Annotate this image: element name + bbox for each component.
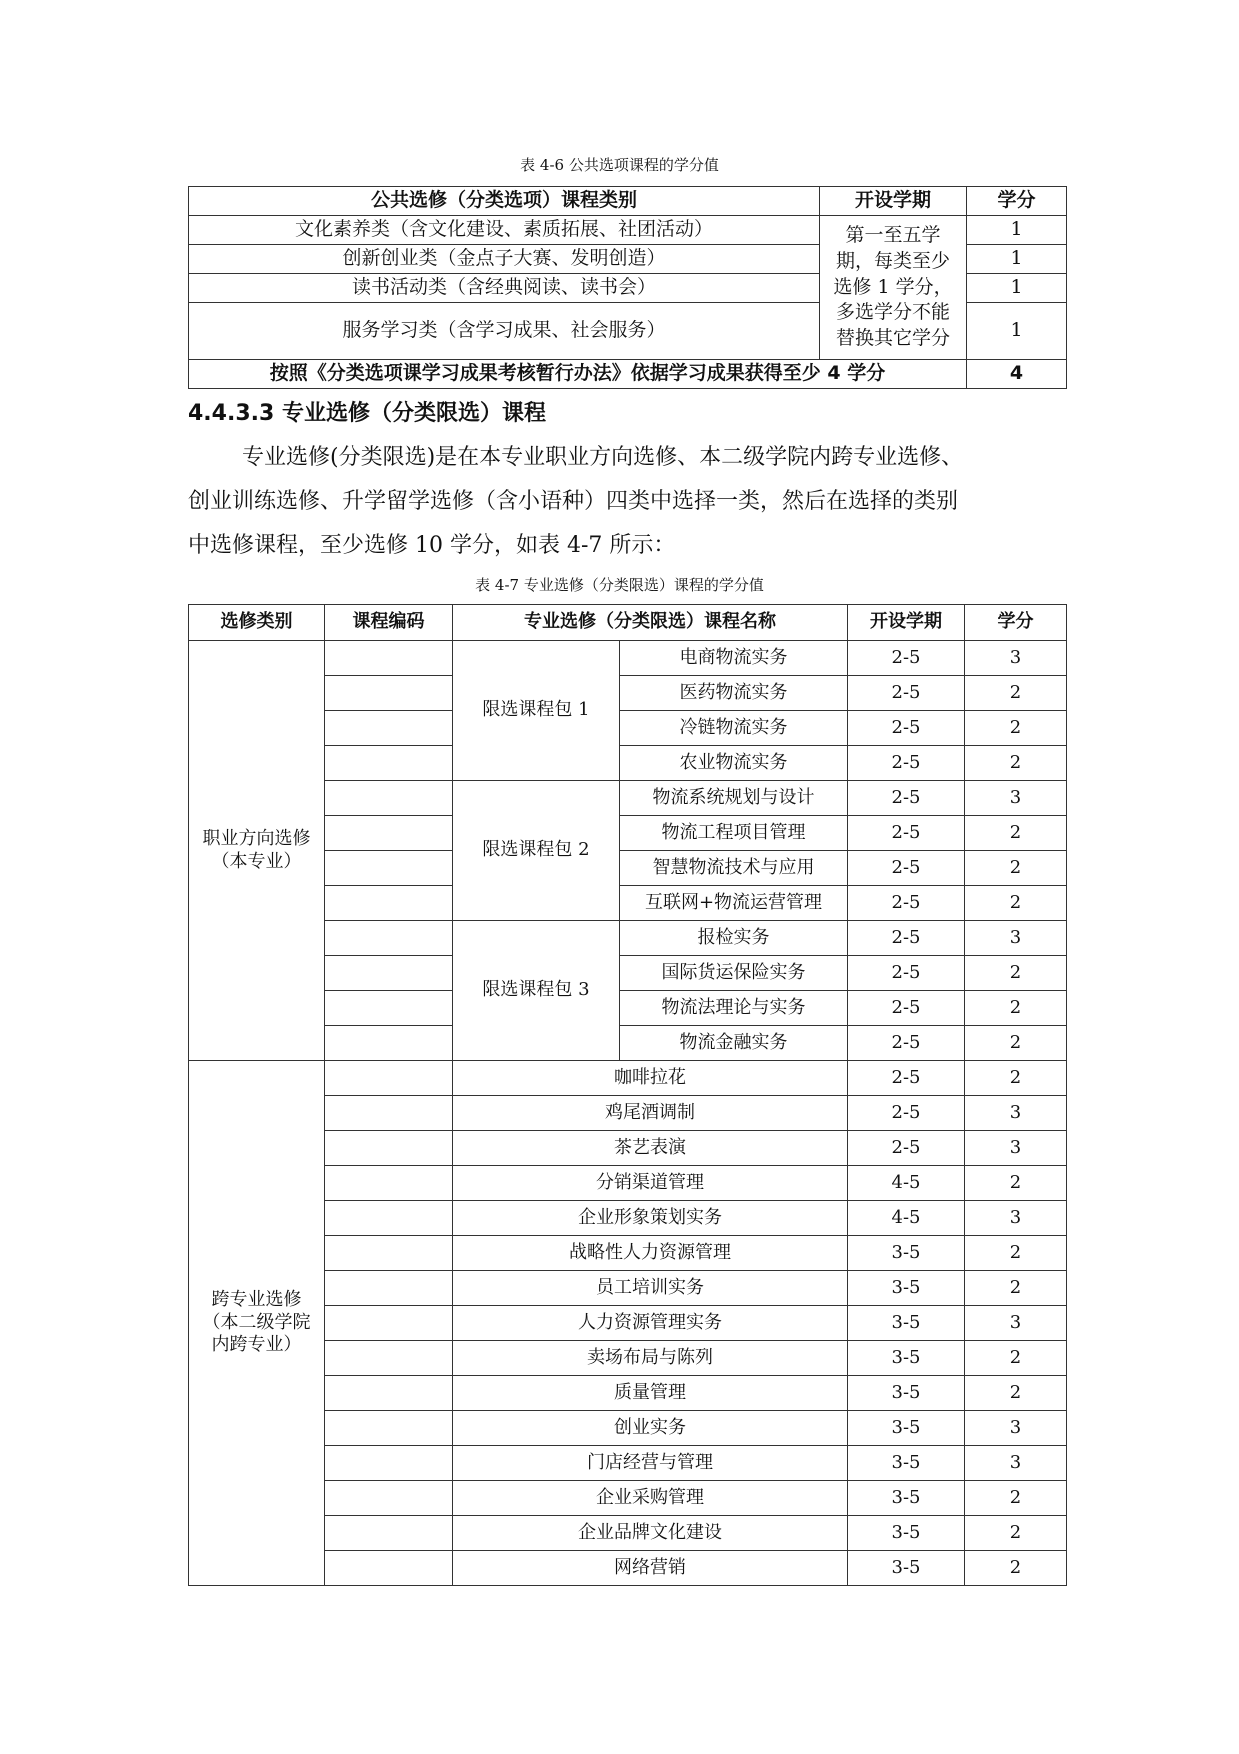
course-name-cell: 报检实务 xyxy=(620,921,848,956)
semester-cell: 2-5 xyxy=(848,886,965,921)
semester-cell: 3-5 xyxy=(848,1411,965,1446)
credit-cell: 2 xyxy=(965,676,1067,711)
credit-cell: 1 xyxy=(967,245,1067,274)
credit-cell: 3 xyxy=(965,781,1067,816)
course-name-cell: 分销渠道管理 xyxy=(453,1166,848,1201)
course-name-cell: 鸡尾酒调制 xyxy=(453,1096,848,1131)
course-code-cell xyxy=(325,1166,453,1201)
semester-cell: 3-5 xyxy=(848,1306,965,1341)
course-code-cell xyxy=(325,1411,453,1446)
semester-cell: 2-5 xyxy=(848,781,965,816)
credit-cell: 3 xyxy=(965,1131,1067,1166)
credit-cell: 2 xyxy=(965,1341,1067,1376)
semester-note-line: 选修 1 学分， xyxy=(833,275,953,298)
semester-cell: 3-5 xyxy=(848,1271,965,1306)
header-category: 公共选修（分类选项）课程类别 xyxy=(189,187,820,216)
course-code-cell xyxy=(325,1026,453,1061)
credit-cell: 2 xyxy=(965,991,1067,1026)
course-name-cell: 企业采购管理 xyxy=(453,1481,848,1516)
credit-cell: 2 xyxy=(965,746,1067,781)
table-4-6 xyxy=(188,186,1067,389)
course-name-cell: 物流金融实务 xyxy=(620,1026,848,1061)
course-name-cell: 咖啡拉花 xyxy=(453,1061,848,1096)
course-code-cell xyxy=(325,1306,453,1341)
credit-cell: 3 xyxy=(965,1201,1067,1236)
course-code-cell xyxy=(325,816,453,851)
course-code-cell xyxy=(325,1481,453,1516)
course-code-cell xyxy=(325,921,453,956)
course-name-cell: 智慧物流技术与应用 xyxy=(620,851,848,886)
category-line: 内跨专业） xyxy=(211,1334,302,1356)
credit-cell: 2 xyxy=(965,1551,1067,1586)
credit-cell: 2 xyxy=(965,816,1067,851)
course-name-cell: 卖场布局与陈列 xyxy=(453,1341,848,1376)
course-code-cell xyxy=(325,781,453,816)
semester-cell: 2-5 xyxy=(848,851,965,886)
semester-cell: 3-5 xyxy=(848,1236,965,1271)
header-category: 选修类别 xyxy=(189,605,325,641)
semester-note-cell xyxy=(820,216,967,360)
course-code-cell xyxy=(325,1516,453,1551)
credit-cell: 2 xyxy=(965,956,1067,991)
credit-cell: 2 xyxy=(965,1061,1067,1096)
total-label: 按照《分类选项课学习成果考核暂行办法》依据学习成果获得至少 4 学分 xyxy=(189,360,967,389)
table-total-row xyxy=(189,360,1067,389)
semester-cell: 2-5 xyxy=(848,1026,965,1061)
paragraph-line: 中选修课程，至少选修 10 学分，如表 4-7 所示： xyxy=(188,533,676,558)
table-row xyxy=(189,641,1067,676)
course-name-cell: 互联网+物流运营管理 xyxy=(620,886,848,921)
header-credit: 学分 xyxy=(965,605,1067,641)
course-code-cell xyxy=(325,676,453,711)
category-line: 职业方向选修 xyxy=(202,828,311,849)
credit-cell: 2 xyxy=(965,1481,1067,1516)
course-code-cell xyxy=(325,851,453,886)
credit-cell: 2 xyxy=(965,886,1067,921)
course-code-cell xyxy=(325,746,453,781)
semester-cell: 3-5 xyxy=(848,1446,965,1481)
course-name-cell: 网络营销 xyxy=(453,1551,848,1586)
category-cell: 服务学习类（含学习成果、社会服务） xyxy=(189,303,820,360)
header-course-name: 专业选修（分类限选）课程名称 xyxy=(453,605,848,641)
course-code-cell xyxy=(325,1551,453,1586)
course-name-cell: 门店经营与管理 xyxy=(453,1446,848,1481)
semester-note-line: 第一至五学 xyxy=(845,224,941,247)
semester-cell: 3-5 xyxy=(848,1481,965,1516)
category-cell xyxy=(189,1061,325,1586)
course-code-cell xyxy=(325,886,453,921)
course-name-cell: 物流工程项目管理 xyxy=(620,816,848,851)
semester-cell: 2-5 xyxy=(848,676,965,711)
credit-cell: 3 xyxy=(965,1096,1067,1131)
header-semester: 开设学期 xyxy=(848,605,965,641)
course-name-cell: 企业形象策划实务 xyxy=(453,1201,848,1236)
course-name-cell: 国际货运保险实务 xyxy=(620,956,848,991)
semester-cell: 3-5 xyxy=(848,1376,965,1411)
semester-note-line: 多选学分不能 xyxy=(835,301,950,324)
header-credit: 学分 xyxy=(967,187,1067,216)
course-code-cell xyxy=(325,1131,453,1166)
paragraph-line: 创业训练选修、升学留学选修（含小语种）四类中选择一类，然后在选择的类别 xyxy=(188,489,959,514)
total-credit: 4 xyxy=(967,360,1067,389)
course-name-cell: 医药物流实务 xyxy=(620,676,848,711)
header-semester: 开设学期 xyxy=(820,187,967,216)
credit-cell: 1 xyxy=(967,303,1067,360)
semester-note-line: 期，每类至少 xyxy=(835,250,950,273)
credit-cell: 2 xyxy=(965,1236,1067,1271)
course-code-cell xyxy=(325,1341,453,1376)
semester-cell: 2-5 xyxy=(848,956,965,991)
category-cell: 文化素养类（含文化建设、素质拓展、社团活动） xyxy=(189,216,820,245)
credit-cell: 1 xyxy=(967,274,1067,303)
credit-cell: 2 xyxy=(965,1516,1067,1551)
course-name-cell: 战略性人力资源管理 xyxy=(453,1236,848,1271)
category-line: （本专业） xyxy=(211,850,302,872)
course-name-cell: 人力资源管理实务 xyxy=(453,1306,848,1341)
course-code-cell xyxy=(325,711,453,746)
course-name-cell: 农业物流实务 xyxy=(620,746,848,781)
credit-cell: 2 xyxy=(965,851,1067,886)
course-code-cell xyxy=(325,1096,453,1131)
course-name-cell: 创业实务 xyxy=(453,1411,848,1446)
course-name-cell: 员工培训实务 xyxy=(453,1271,848,1306)
credit-cell: 3 xyxy=(965,641,1067,676)
table-header-row xyxy=(189,187,1067,216)
semester-cell: 3-5 xyxy=(848,1516,965,1551)
semester-cell: 2-5 xyxy=(848,1131,965,1166)
table-4-7 xyxy=(188,604,1067,1586)
header-course-code: 课程编码 xyxy=(325,605,453,641)
course-name-cell: 物流系统规划与设计 xyxy=(620,781,848,816)
paragraph-line: 专业选修(分类限选)是在本专业职业方向选修、本二级学院内跨专业选修、 xyxy=(242,445,964,470)
package-name-cell: 限选课程包 2 xyxy=(453,781,620,921)
semester-cell: 2-5 xyxy=(848,816,965,851)
course-code-cell xyxy=(325,1446,453,1481)
category-line: 跨专业选修 xyxy=(211,1289,302,1311)
category-cell: 读书活动类（含经典阅读、读书会） xyxy=(189,274,820,303)
semester-cell: 3-5 xyxy=(848,1341,965,1376)
semester-cell: 2-5 xyxy=(848,991,965,1026)
credit-cell: 3 xyxy=(965,1446,1067,1481)
credit-cell: 2 xyxy=(965,1026,1067,1061)
credit-cell: 2 xyxy=(965,711,1067,746)
category-line: （本二级学院 xyxy=(202,1311,311,1333)
category-cell: 创新创业类（金点子大赛、发明创造） xyxy=(189,245,820,274)
semester-note-line: 替换其它学分 xyxy=(835,326,950,349)
credit-cell: 2 xyxy=(965,1166,1067,1201)
course-name-cell: 冷链物流实务 xyxy=(620,711,848,746)
credit-cell: 3 xyxy=(965,921,1067,956)
section-heading: 4.4.3.3 专业选修（分类限选）课程 xyxy=(188,401,546,426)
semester-cell: 4-5 xyxy=(848,1166,965,1201)
course-code-cell xyxy=(325,1271,453,1306)
package-name-cell: 限选课程包 1 xyxy=(453,641,620,781)
credit-cell: 2 xyxy=(965,1376,1067,1411)
table-row xyxy=(189,1061,1067,1096)
course-code-cell xyxy=(325,1376,453,1411)
course-name-cell: 企业品牌文化建设 xyxy=(453,1516,848,1551)
table-header-row xyxy=(189,605,1067,641)
semester-cell: 2-5 xyxy=(848,641,965,676)
semester-cell: 2-5 xyxy=(848,921,965,956)
course-code-cell xyxy=(325,1201,453,1236)
table-4-6-caption: 表 4-6 公共选项课程的学分值 xyxy=(520,156,719,174)
credit-cell: 3 xyxy=(965,1306,1067,1341)
semester-cell: 2-5 xyxy=(848,1061,965,1096)
course-code-cell xyxy=(325,1236,453,1271)
semester-cell: 4-5 xyxy=(848,1201,965,1236)
semester-cell: 2-5 xyxy=(848,746,965,781)
credit-cell: 2 xyxy=(965,1271,1067,1306)
credit-cell: 3 xyxy=(965,1411,1067,1446)
course-code-cell xyxy=(325,991,453,1026)
credit-cell: 1 xyxy=(967,216,1067,245)
course-code-cell xyxy=(325,641,453,676)
course-name-cell: 茶艺表演 xyxy=(453,1131,848,1166)
course-name-cell: 物流法理论与实务 xyxy=(620,991,848,1026)
semester-cell: 3-5 xyxy=(848,1551,965,1586)
table-4-7-caption: 表 4-7 专业选修（分类限选）课程的学分值 xyxy=(475,576,764,594)
course-name-cell: 质量管理 xyxy=(453,1376,848,1411)
course-code-cell xyxy=(325,956,453,991)
category-cell xyxy=(189,641,325,1061)
package-name-cell: 限选课程包 3 xyxy=(453,921,620,1061)
table-row xyxy=(189,216,1067,245)
semester-cell: 2-5 xyxy=(848,1096,965,1131)
course-code-cell xyxy=(325,1061,453,1096)
semester-cell: 2-5 xyxy=(848,711,965,746)
section-paragraph xyxy=(188,436,1066,568)
course-name-cell: 电商物流实务 xyxy=(620,641,848,676)
